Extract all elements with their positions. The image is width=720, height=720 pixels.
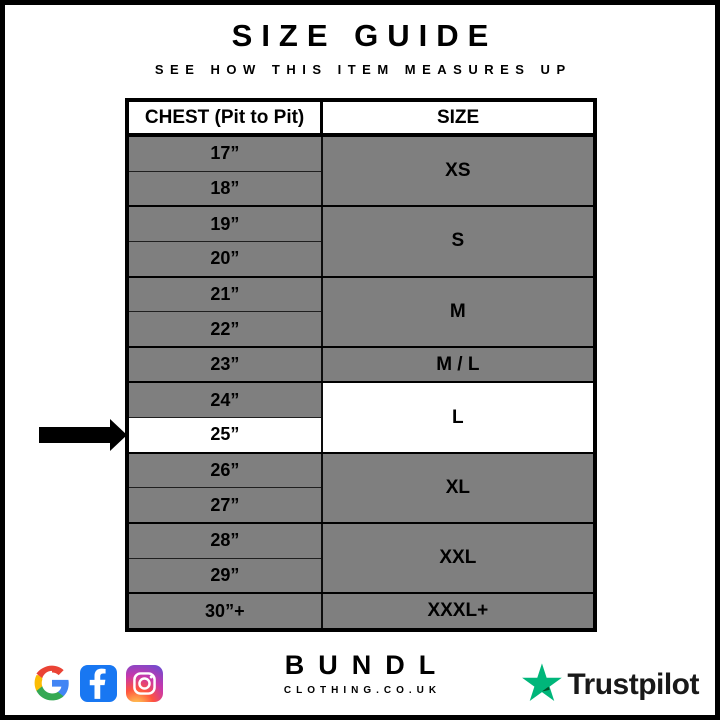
table-row [127, 593, 595, 630]
size-cell-xl: XL [322, 453, 595, 523]
brand-domain: CLOTHING.CO.UK [283, 685, 442, 696]
table-row [127, 382, 595, 417]
size-column-header: SIZE [322, 100, 595, 135]
measurement-cell: 23” [127, 347, 322, 383]
table-header-row [127, 100, 595, 135]
measurement-cell: 24” [127, 382, 322, 417]
size-table [125, 98, 597, 632]
trustpilot-logo[interactable] [522, 663, 699, 706]
current-size-arrow [39, 419, 127, 451]
measurement-cell: 17” [127, 135, 322, 171]
arrow-bar [39, 427, 110, 443]
measurement-cell-highlighted: 25” [127, 418, 322, 453]
measurement-cell: 22” [127, 312, 322, 347]
table-row [127, 135, 595, 171]
measurement-cell: 28” [127, 523, 322, 558]
table-row [127, 523, 595, 558]
table-row [127, 206, 595, 241]
measurement-cell: 26” [127, 453, 322, 488]
trustpilot-star-icon [522, 663, 562, 706]
measurement-cell: 18” [127, 171, 322, 206]
table-row [127, 277, 595, 312]
measurement-cell: 19” [127, 206, 322, 241]
page-title: SIZE GUIDE [231, 18, 498, 53]
measurement-cell: 21” [127, 277, 322, 312]
size-cell-xxl: XXL [322, 523, 595, 593]
size-cell-s: S [322, 206, 595, 276]
size-cell-xxxl: XXXL+ [322, 593, 595, 630]
measurement-cell: 20” [127, 241, 322, 276]
brand-name: BUNDL [284, 650, 450, 680]
page-subtitle: SEE HOW THIS ITEM MEASURES UP [154, 62, 572, 77]
table-row [127, 347, 595, 383]
trustpilot-label: Trustpilot [567, 667, 699, 701]
table-row [127, 453, 595, 488]
size-cell-ml: M / L [322, 347, 595, 383]
chest-column-header: CHEST (Pit to Pit) [127, 100, 322, 135]
measurement-cell: 27” [127, 488, 322, 523]
size-cell-m: M [322, 277, 595, 347]
size-cell-l-highlighted: L [322, 382, 595, 452]
measurement-cell: 30”+ [127, 593, 322, 630]
size-cell-xs: XS [322, 135, 595, 206]
measurement-cell: 29” [127, 558, 322, 593]
